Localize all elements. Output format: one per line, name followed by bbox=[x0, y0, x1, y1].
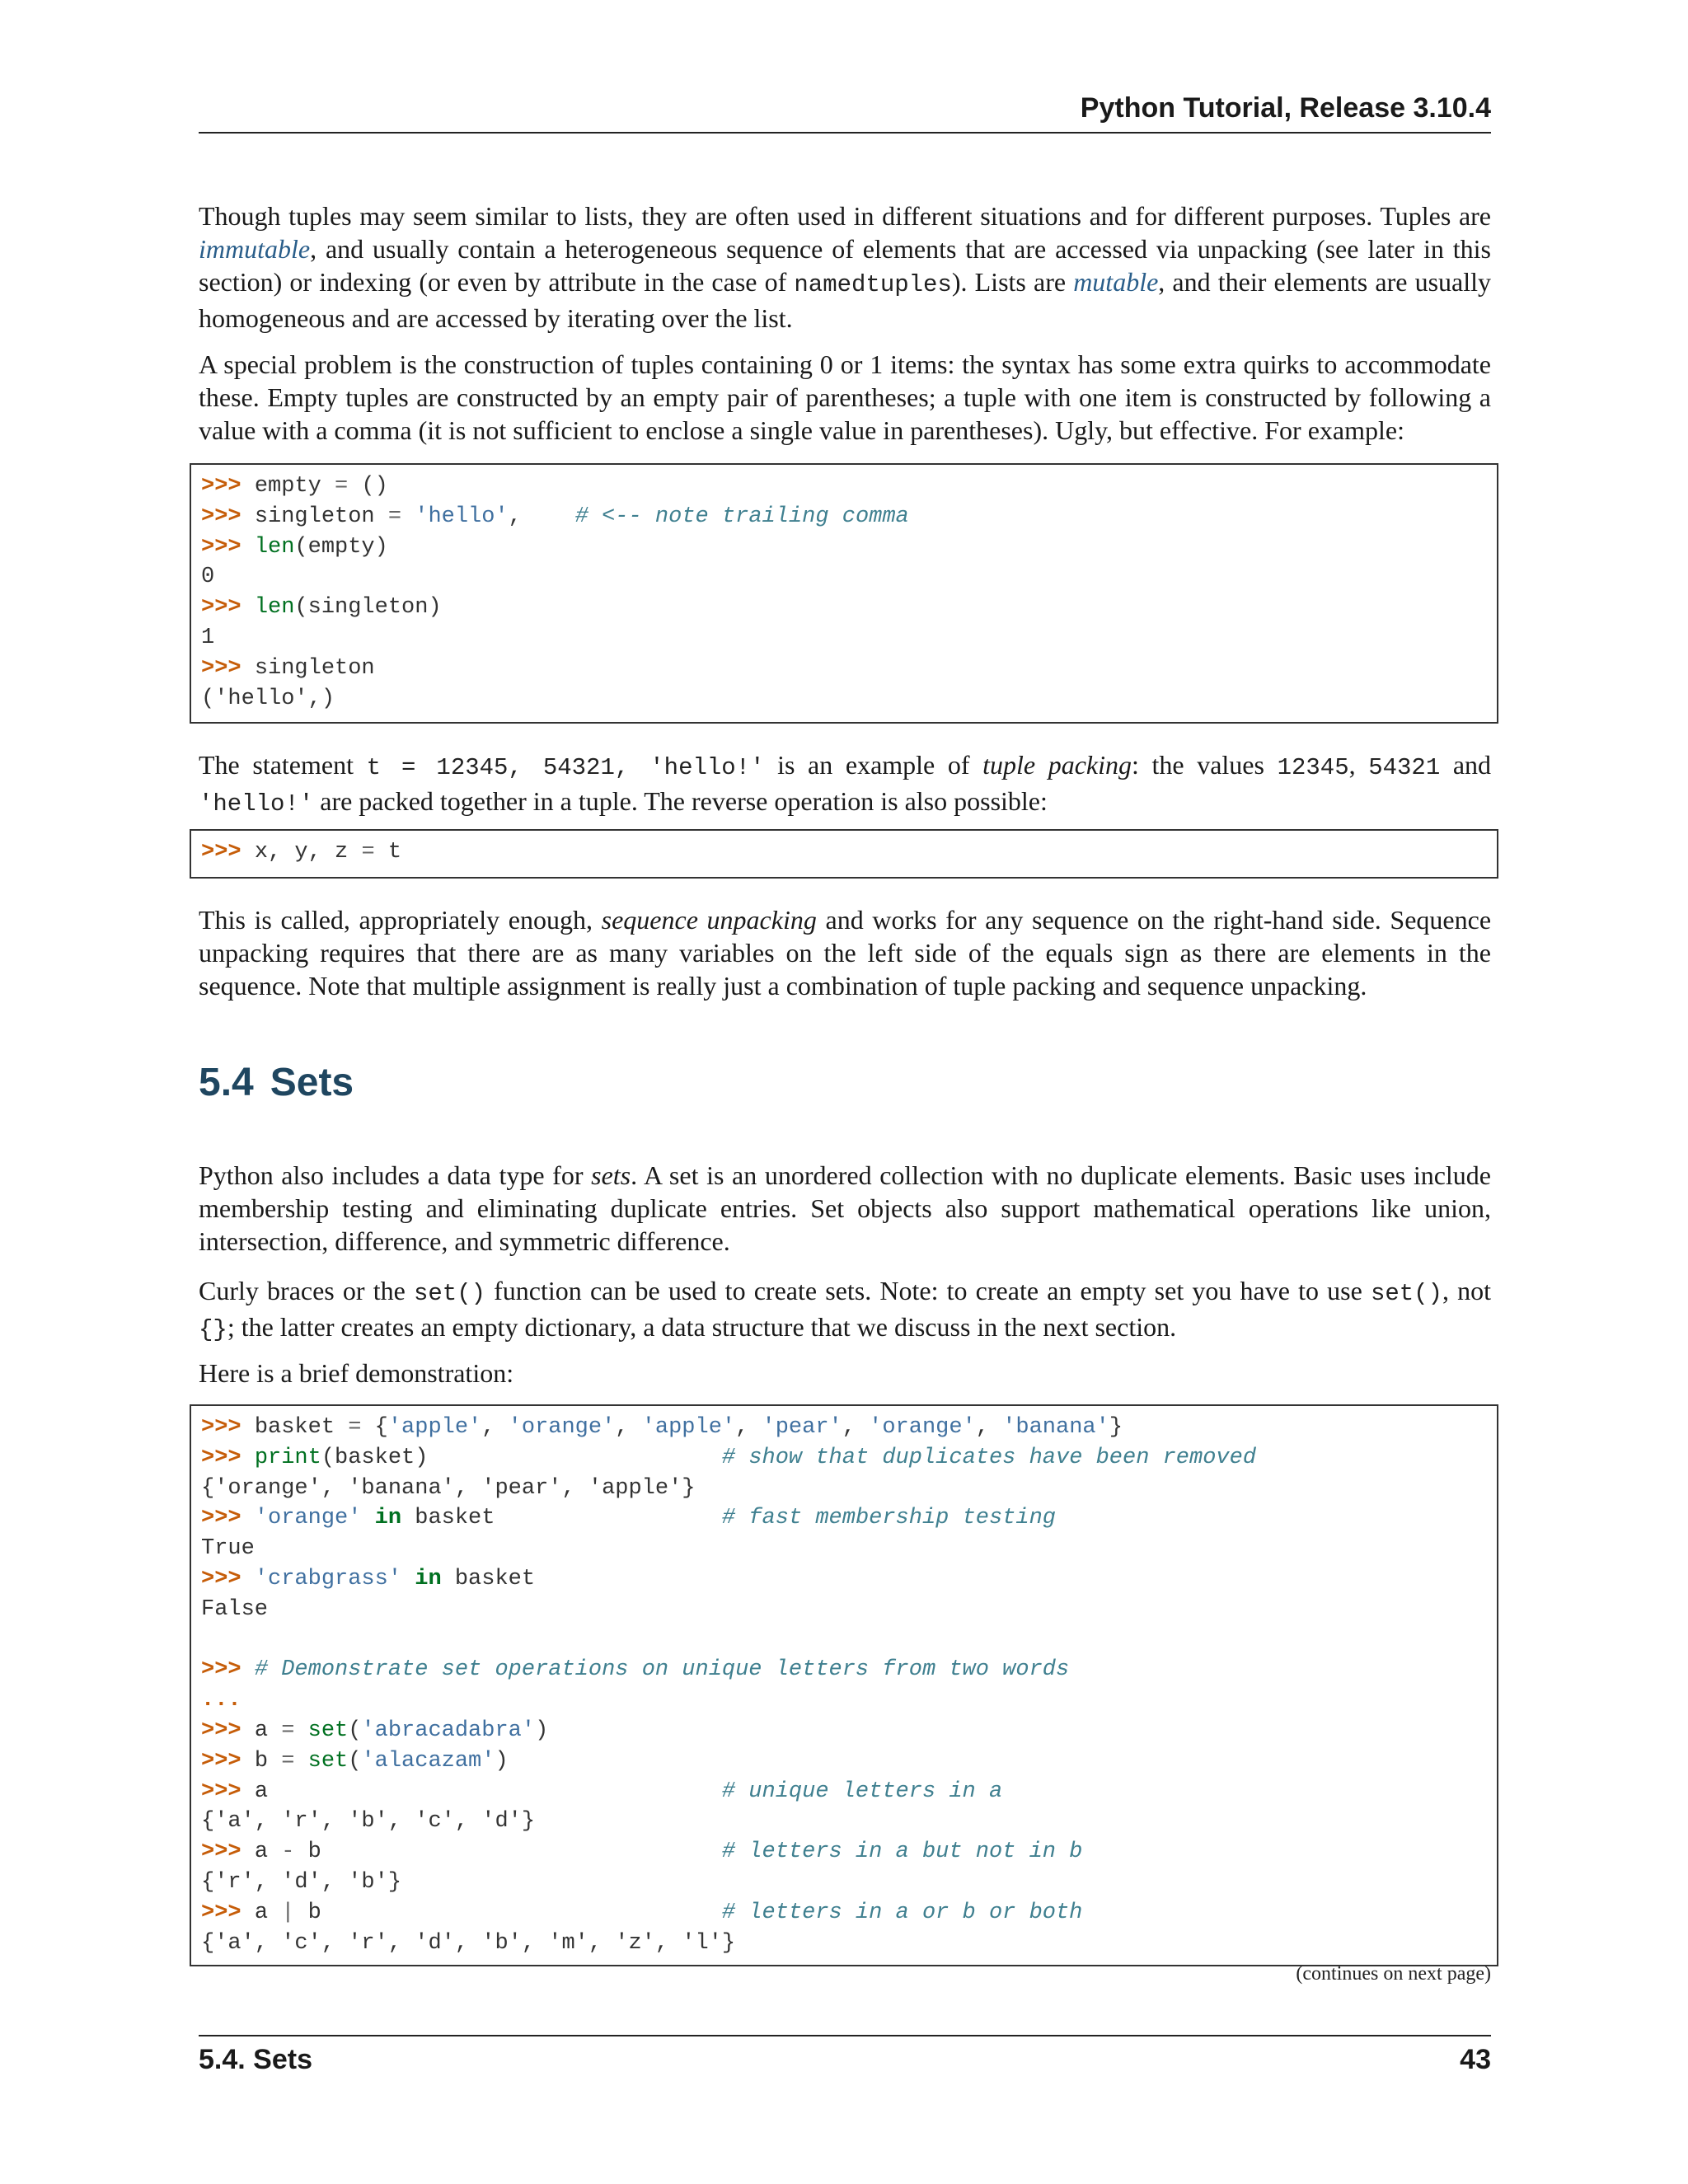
string: 'apple' bbox=[387, 1415, 482, 1440]
prompt: >>> bbox=[201, 1657, 255, 1683]
code: b bbox=[254, 1748, 282, 1774]
code: ( bbox=[348, 1748, 362, 1774]
code: (empty) bbox=[294, 534, 388, 560]
code-line bbox=[201, 1898, 1497, 1929]
section-heading bbox=[199, 1060, 354, 1105]
paragraph-tuples-intro bbox=[199, 199, 1491, 335]
prompt: >>> bbox=[201, 840, 255, 865]
code: basket bbox=[401, 1506, 722, 1531]
string: 'orange' bbox=[869, 1415, 976, 1440]
string: 'pear' bbox=[762, 1415, 842, 1440]
keyword: in bbox=[374, 1506, 402, 1531]
prompt: >>> bbox=[201, 1718, 255, 1743]
text: This is called, appropriately enough, bbox=[199, 905, 602, 935]
prompt: >>> bbox=[201, 1445, 255, 1470]
code: } bbox=[1109, 1415, 1123, 1440]
text: Curly braces or the bbox=[199, 1276, 414, 1305]
paragraph-sets-intro bbox=[199, 1159, 1491, 1258]
code-line bbox=[201, 593, 1497, 623]
running-header bbox=[199, 92, 1491, 134]
text: , bbox=[1348, 750, 1369, 780]
emphasis: tuple packing bbox=[982, 750, 1132, 780]
code: basket bbox=[441, 1566, 536, 1591]
code-output: 0 bbox=[201, 565, 215, 590]
text: : the values bbox=[1132, 750, 1278, 780]
text: . A set is an unordered collection with no duplicate elements. Basic uses include membership testing and eliminating duplicate entries. Set objects also support mathematical operations like union, intersection, difference, and symmetric difference. bbox=[199, 1160, 1492, 1256]
continuation-prompt: ... bbox=[201, 1688, 241, 1713]
code-output: {'a', 'c', 'r', 'd', 'b', 'm', 'z', 'l'} bbox=[201, 1930, 736, 1956]
code: , bbox=[975, 1415, 1003, 1440]
operator: = bbox=[348, 1415, 362, 1440]
code bbox=[294, 1718, 307, 1743]
comment: # letters in a but not in b bbox=[721, 1840, 1083, 1865]
link-immutable[interactable]: immutable bbox=[199, 234, 311, 264]
comment: # unique letters in a bbox=[721, 1779, 1003, 1804]
inline-code: t = 12345, 54321, 'hello!' bbox=[366, 754, 765, 781]
builtin: set bbox=[307, 1718, 349, 1743]
code-block-tuples bbox=[190, 463, 1498, 724]
code: t bbox=[374, 840, 402, 865]
emphasis: sets bbox=[591, 1160, 631, 1190]
section-title: Sets bbox=[270, 1061, 354, 1104]
code: a bbox=[254, 1779, 722, 1804]
code: , bbox=[842, 1415, 870, 1440]
string: 'banana' bbox=[1002, 1415, 1109, 1440]
continues-note: (continues on next page) bbox=[1296, 1963, 1491, 1985]
code-line bbox=[201, 471, 1497, 502]
operator: = bbox=[335, 474, 349, 499]
code: b bbox=[294, 1900, 722, 1925]
code: singleton bbox=[254, 655, 375, 681]
code-output: True bbox=[201, 1536, 255, 1562]
string: 'alacazam' bbox=[361, 1748, 495, 1774]
string: 'apple' bbox=[641, 1415, 736, 1440]
inline-code: 12345 bbox=[1277, 754, 1349, 781]
paragraph-sequence-unpacking bbox=[199, 903, 1491, 1002]
builtin: print bbox=[254, 1445, 321, 1470]
string: 'hello' bbox=[415, 504, 509, 529]
code-block-sets bbox=[190, 1404, 1498, 1966]
builtin: len bbox=[254, 595, 295, 621]
operator: = bbox=[281, 1718, 295, 1743]
text: Though tuples may seem similar to lists, they are often used in different situations and for different purposes. Tuples are bbox=[199, 201, 1491, 231]
prompt: >>> bbox=[201, 504, 255, 529]
code-output: {'a', 'r', 'b', 'c', 'd'} bbox=[201, 1809, 536, 1835]
comment: # Demonstrate set operations on unique letters from two words bbox=[254, 1657, 1070, 1683]
code-line bbox=[201, 1503, 1497, 1534]
code bbox=[401, 1567, 415, 1591]
prompt: >>> bbox=[201, 595, 255, 621]
prompt: >>> bbox=[201, 1415, 255, 1440]
inline-code: {} bbox=[199, 1316, 227, 1343]
code-line bbox=[201, 532, 1497, 563]
code: , bbox=[508, 504, 575, 529]
prompt: >>> bbox=[201, 655, 255, 681]
code: a bbox=[254, 1840, 282, 1865]
operator: - bbox=[281, 1840, 295, 1865]
operator: = bbox=[281, 1748, 295, 1774]
paragraph-tuple-packing bbox=[199, 748, 1491, 821]
emphasis: sequence unpacking bbox=[601, 905, 817, 935]
paragraph-special-problem: A special problem is the construction of tuples containing 0 or 1 items: the syntax has some extra quirks to accommodate these. Empty tuples are constructed by an empty pair of parentheses; a tuple with one item is constructed by following a value with a comma (it is not sufficient to enclose a single value in parentheses). Ugly, but effective. For example: bbox=[199, 349, 1491, 445]
text: and works for any sequence on the right-hand side. Sequence unpacking requires that there are as many variables on the left side of the equals sign as there are elements in the sequence. Note that multiple assignment is really just a combination of tuple packing and sequence unpacking. bbox=[199, 905, 1492, 1001]
code: b bbox=[294, 1840, 722, 1865]
code bbox=[361, 1506, 374, 1530]
operator: | bbox=[281, 1900, 295, 1925]
text: is an example of bbox=[764, 750, 983, 780]
code: ) bbox=[495, 1748, 509, 1774]
code: , bbox=[481, 1415, 509, 1440]
code: , bbox=[735, 1415, 762, 1440]
code-output: ('hello',) bbox=[201, 686, 335, 711]
string: 'abracadabra' bbox=[361, 1718, 536, 1743]
inline-code-namedtuples: namedtuples bbox=[794, 271, 952, 298]
footer-page-number: 43 bbox=[1460, 2044, 1491, 2075]
code: a bbox=[254, 1900, 282, 1925]
operator: = bbox=[387, 504, 402, 529]
code-output: 1 bbox=[201, 625, 215, 650]
paragraph-demonstration: Here is a brief demonstration: bbox=[199, 1358, 514, 1388]
code-block-unpacking bbox=[190, 829, 1498, 879]
text: The statement bbox=[199, 750, 367, 780]
comment: # letters in a or b or both bbox=[721, 1900, 1083, 1925]
prompt: >>> bbox=[201, 1900, 255, 1925]
code: ( bbox=[348, 1718, 362, 1743]
prompt: >>> bbox=[201, 534, 255, 560]
code: (singleton) bbox=[294, 595, 442, 621]
text: , and their elements are usually homogeneous and are accessed by iterating over the list. bbox=[199, 267, 1492, 333]
text: Python also includes a data type for bbox=[199, 1160, 592, 1190]
string: 'orange' bbox=[508, 1415, 616, 1440]
comment: # <-- note trailing comma bbox=[574, 504, 909, 529]
section-number: 5.4 bbox=[199, 1061, 254, 1104]
text: ; the latter creates an empty dictionary, a data structure that we discuss in the next section. bbox=[227, 1312, 1177, 1342]
comment: # fast membership testing bbox=[721, 1506, 1056, 1531]
code-line bbox=[201, 1443, 1497, 1474]
code-line bbox=[201, 502, 1497, 532]
footer-divider bbox=[199, 2035, 1491, 2036]
operator: = bbox=[361, 840, 375, 865]
code-output: {'orange', 'banana', 'pear', 'apple'} bbox=[201, 1475, 696, 1501]
comment: # show that duplicates have been removed bbox=[721, 1445, 1257, 1470]
code: () bbox=[348, 474, 388, 499]
paragraph-curly-braces bbox=[199, 1274, 1491, 1347]
link-mutable[interactable]: mutable bbox=[1073, 267, 1159, 297]
text: ). Lists are bbox=[951, 267, 1074, 297]
prompt: >>> bbox=[201, 1840, 255, 1865]
code-output: False bbox=[201, 1596, 269, 1622]
code: basket bbox=[254, 1415, 349, 1440]
code: a bbox=[254, 1718, 282, 1743]
code: (basket) bbox=[321, 1445, 722, 1470]
prompt: >>> bbox=[201, 1566, 255, 1591]
code: , bbox=[615, 1415, 642, 1440]
keyword: in bbox=[415, 1566, 442, 1591]
prompt: >>> bbox=[201, 474, 255, 499]
code-blank-line bbox=[201, 1625, 1497, 1656]
prompt: >>> bbox=[201, 1779, 255, 1804]
text: , not bbox=[1442, 1276, 1492, 1305]
code-line bbox=[201, 1655, 1497, 1685]
code: empty bbox=[254, 474, 335, 499]
code-line bbox=[201, 1837, 1497, 1868]
code bbox=[294, 1749, 307, 1774]
code-line bbox=[201, 1413, 1497, 1443]
code-line bbox=[201, 654, 1497, 684]
inline-code: 54321 bbox=[1368, 754, 1441, 781]
code-line bbox=[201, 1716, 1497, 1746]
code: singleton bbox=[254, 504, 388, 529]
code-line bbox=[201, 1777, 1497, 1807]
code-output: {'r', 'd', 'b'} bbox=[201, 1869, 402, 1895]
prompt: >>> bbox=[201, 1748, 255, 1774]
inline-code: set() bbox=[413, 1280, 485, 1307]
text: function can be used to create sets. Note: to create an empty set you have to use bbox=[485, 1276, 1371, 1305]
inline-code: 'hello!' bbox=[199, 790, 314, 818]
code: ) bbox=[535, 1718, 549, 1743]
code: x, y, z bbox=[254, 840, 362, 865]
builtin: len bbox=[254, 534, 295, 560]
code bbox=[401, 504, 415, 529]
code-line bbox=[201, 1746, 1497, 1777]
string: 'crabgrass' bbox=[254, 1566, 402, 1591]
text: , and usually contain a heterogeneous sequence of elements that are accessed via unpacking (see later in this section) or indexing (or even by attribute in the case of bbox=[199, 234, 1491, 297]
text: are packed together in a tuple. The reverse operation is also possible: bbox=[313, 786, 1048, 816]
text: and bbox=[1440, 750, 1492, 780]
string: 'orange' bbox=[254, 1506, 362, 1531]
code-line bbox=[201, 1564, 1497, 1595]
inline-code: set() bbox=[1370, 1280, 1442, 1307]
code: { bbox=[361, 1415, 388, 1440]
footer-section: 5.4. Sets bbox=[199, 2044, 312, 2075]
builtin: set bbox=[307, 1748, 349, 1774]
prompt: >>> bbox=[201, 1506, 255, 1531]
header-title: Python Tutorial, Release 3.10.4 bbox=[1080, 92, 1491, 124]
code-line bbox=[201, 837, 1497, 868]
